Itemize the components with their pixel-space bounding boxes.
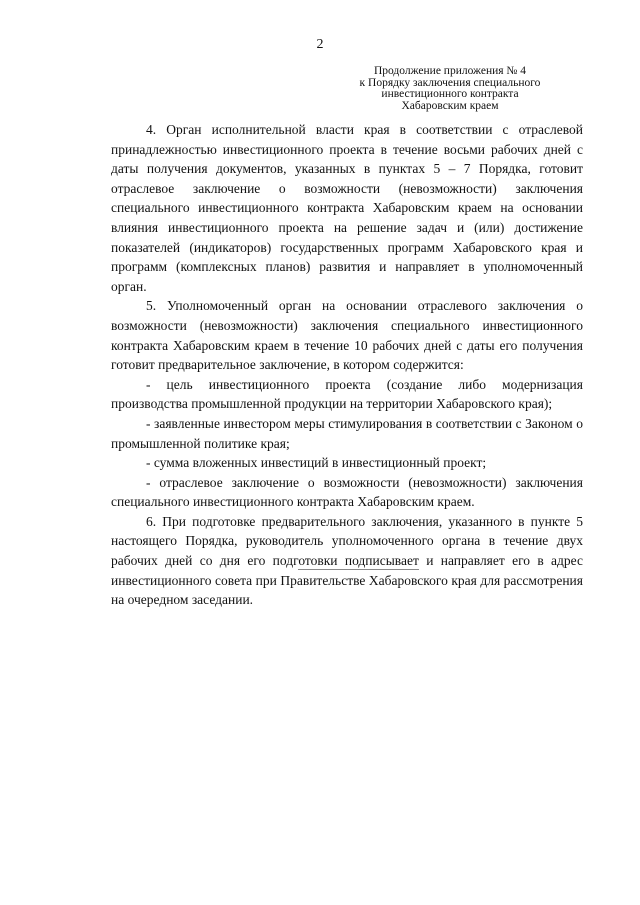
- paragraph-6: 6. При подготовке предварительного заключения, указанного в пункте 5 настоящего Порядка, руководитель уполномоченного органа в течение двух рабочих дней со дня его подготовки подписывает и направляет его в адрес инвестиционного совета при Правительстве Хабаровского края для рассмотрения на очередном заседании.: [111, 513, 583, 608]
- list-item-sector-conclusion: - отраслевое заключение о возможности (невозможности) заключения специального инвестиционного контракта Хабаровским краем.: [111, 474, 583, 510]
- appendix-header: [310, 66, 590, 112]
- list-item-investment-sum: - сумма вложенных инвестиций в инвестиционный проект;: [146, 455, 487, 471]
- appendix-header-line: Продолжение приложения № 4: [373, 65, 527, 77]
- paragraph-4: 4. Орган исполнительной власти края в соответствии с отраслевой принадлежностью инвестиционного проекта в течение восьми рабочих дней с даты получения документов, указанных в пунктах 5 – 7 Порядка, готовит отраслевое заключение о возможности (невозможности) заключения специального инвестиционного контракта Хабаровским краем на основании влияния инвестиционного проекта на решение задач и (или) достижение показателей (индикаторов) государственных программ Хабаровского края и программ (комплексных планов) развития и направляет в уполномоченный орган.: [111, 122, 583, 294]
- appendix-header-line: инвестиционного контракта: [381, 88, 519, 100]
- paragraph-5: 5. Уполномоченный орган на основании отраслевого заключения о возможности (невозможности) заключения специального инвестиционного контракта Хабаровским краем в течение 10 рабочих дней с даты его получения готовит предварительное заключение, в котором содержится:: [111, 298, 583, 373]
- end-divider: [298, 569, 419, 570]
- appendix-header-line: Хабаровским краем: [401, 99, 499, 112]
- list-item-incentives: - заявленные инвестором меры стимулирования в соответствии с Законом о промышленной политике края;: [111, 415, 583, 451]
- list-item-project-goal: - цель инвестиционного проекта (создание либо модернизация производства промышленной продукции на территории Хабаровского края);: [111, 376, 583, 412]
- page-number: 2: [316, 37, 324, 52]
- document-body: [111, 120, 583, 610]
- appendix-header-line: к Порядку заключения специального: [359, 76, 541, 89]
